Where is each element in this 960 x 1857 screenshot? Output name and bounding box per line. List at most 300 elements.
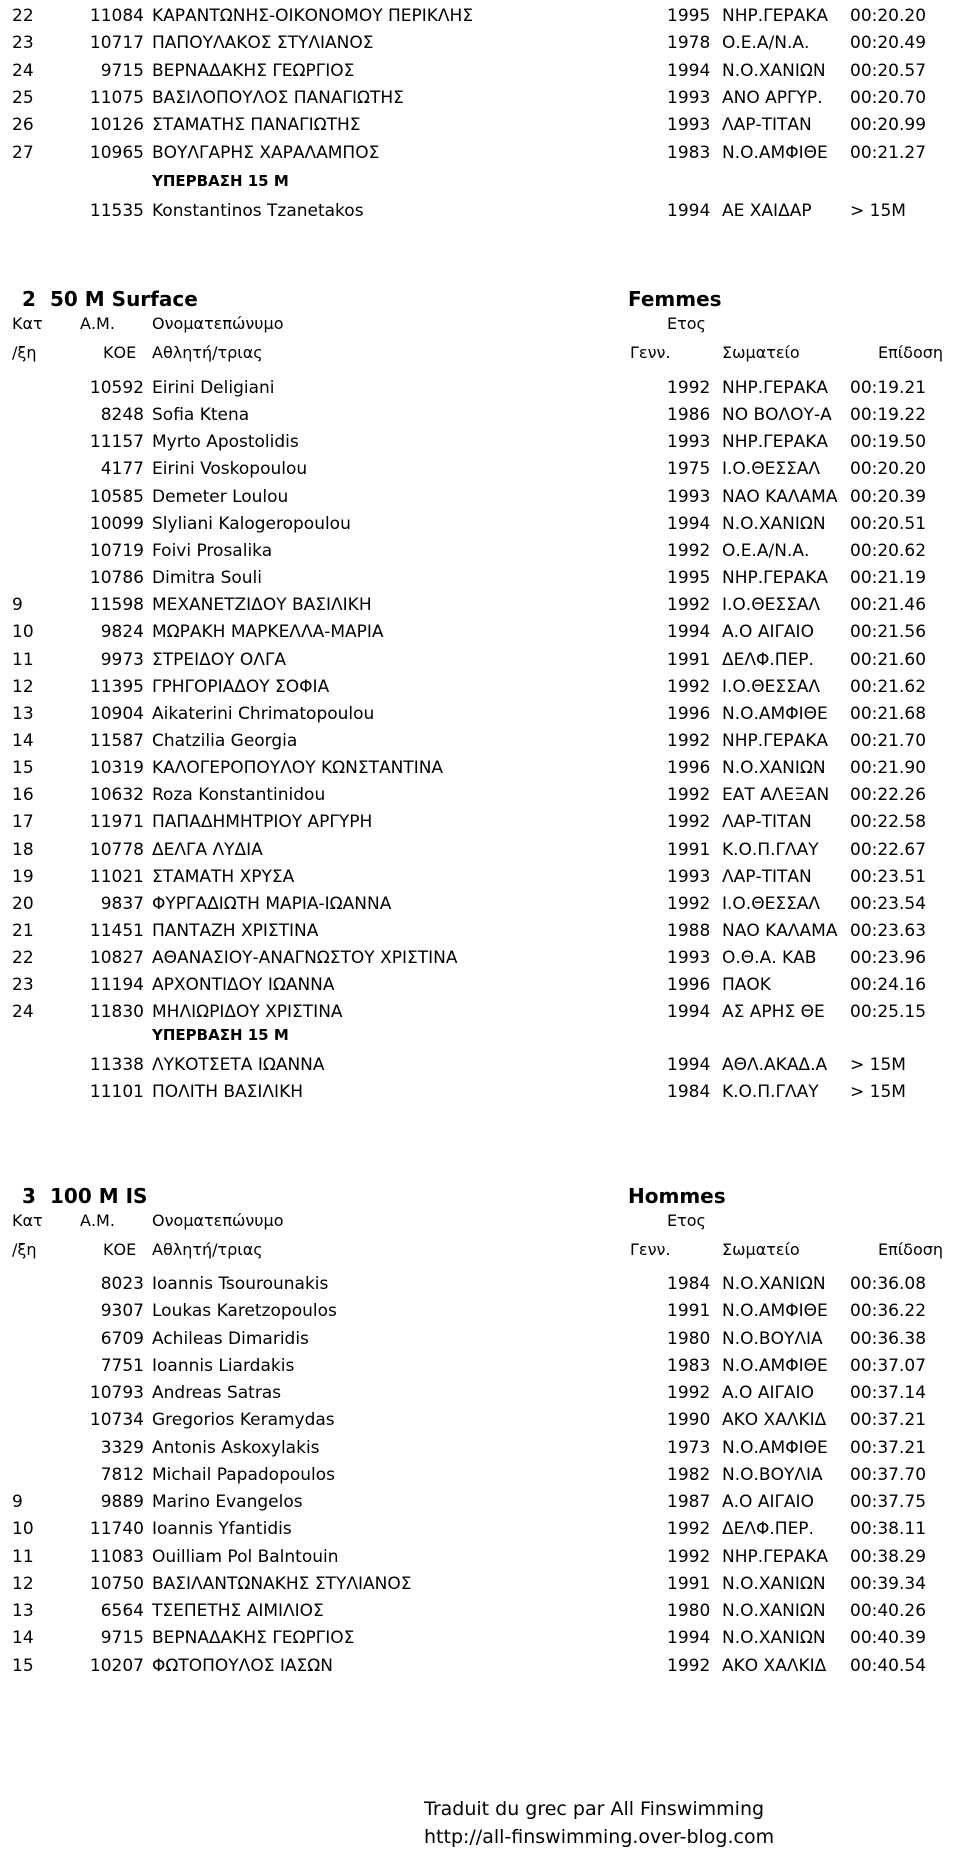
- performance-time: 00:24.16: [850, 975, 927, 996]
- club-name: Ν.Ο.ΒΟΥΛΙΑ: [722, 1464, 823, 1485]
- athlete-name: ΜΩΡΑΚΗ ΜΑΡΚΕΛΛΑ-ΜΑΡΙΑ: [152, 622, 384, 643]
- result-row: [0, 971, 960, 999]
- athlete-name: ΓΡΗΓΟΡΙΑΔΟΥ ΣΟΦΙΑ: [152, 676, 330, 697]
- performance-time: 00:37.21: [850, 1437, 927, 1458]
- birth-year: 1993: [667, 87, 711, 108]
- result-row: [0, 1543, 960, 1571]
- result-row: [0, 139, 960, 167]
- rank-cell: 11: [12, 649, 34, 670]
- birth-year: 1992: [667, 676, 711, 697]
- performance-time: 00:40.26: [850, 1601, 927, 1621]
- result-row: [0, 863, 960, 891]
- birth-year: 1992: [667, 540, 711, 561]
- club-name: Ν.Ο.ΑΜΦΙΘΕ: [722, 1355, 828, 1376]
- athlete-name: ΑΡΧΟΝΤΙΔΟΥ ΙΩΑΝΝΑ: [152, 975, 335, 996]
- club-name: Ν.Ο.ΑΜΦΙΘΕ: [722, 1301, 828, 1322]
- rank-cell: 15: [12, 1655, 34, 1676]
- registration-number: 11740: [89, 1519, 144, 1540]
- registration-number: 11830: [89, 1002, 144, 1023]
- registration-number: 11101: [89, 1082, 144, 1102]
- athlete-name: ΣΤΑΜΑΤΗΣ ΠΑΝΑΓΙΩΤΗΣ: [152, 115, 361, 136]
- performance-time: 00:20.51: [850, 513, 927, 534]
- result-row: [0, 1379, 960, 1407]
- birth-year: 1991: [667, 1573, 711, 1594]
- birth-year: 1982: [667, 1464, 711, 1485]
- club-name: Α.Ο ΑΙΓΑΙΟ: [722, 622, 814, 643]
- result-row: [0, 1297, 960, 1325]
- result-row: [0, 374, 960, 402]
- club-name: Ν.Ο.ΧΑΝΙΩΝ: [722, 513, 826, 534]
- athlete-name: Dimitra Souli: [152, 568, 262, 589]
- club-name: Α.Ο ΑΙΓΑΙΟ: [722, 1492, 814, 1512]
- column-header-genn: Γενν.: [630, 343, 671, 362]
- registration-number: 8023: [100, 1274, 144, 1294]
- performance-time: 00:20.99: [850, 115, 927, 136]
- rank-cell: 22: [12, 6, 34, 26]
- club-name: ΛΑΡ-ΤΙΤΑΝ: [722, 812, 812, 833]
- club-name: Ν.Ο.ΧΑΝΙΩΝ: [722, 1274, 826, 1294]
- rank-cell: 14: [12, 730, 34, 751]
- registration-number: 10786: [89, 568, 144, 589]
- column-header-athlete: Αθλητή/τριας: [152, 1240, 263, 1259]
- rank-cell: 9: [12, 595, 23, 616]
- club-name: ΝΗΡ.ΓΕΡΑΚΑ: [722, 6, 829, 26]
- registration-number: 7751: [100, 1355, 144, 1376]
- registration-number: 10793: [89, 1383, 144, 1403]
- club-name: Ι.Ο.ΘΕΣΣΑΛ: [722, 676, 821, 697]
- athlete-name: Michail Papadopoulos: [152, 1464, 336, 1485]
- athlete-name: ΔΕΛΓΑ ΛΥΔΙΑ: [152, 839, 263, 860]
- birth-year: 1980: [667, 1601, 711, 1621]
- registration-number: 10632: [89, 785, 144, 806]
- athlete-name: ΒΕΡΝΑΔΑΚΗΣ ΓΕΩΡΓΙΟΣ: [152, 1628, 355, 1649]
- birth-year: 1995: [667, 568, 711, 589]
- birth-year: 1994: [667, 622, 711, 643]
- club-name: ΑΝΟ ΑΡΓΥΡ.: [722, 87, 823, 108]
- club-name: Ι.Ο.ΘΕΣΣΑΛ: [722, 459, 821, 480]
- translation-credit: Traduit du grec par All Finswimming: [424, 1798, 765, 1820]
- club-name: ΝΗΡ.ΓΕΡΑΚΑ: [722, 730, 829, 751]
- birth-year: 1994: [667, 201, 711, 221]
- result-row: [0, 197, 960, 225]
- club-name: Ο.Ε.Α/Ν.Α.: [722, 540, 810, 561]
- registration-number: 10319: [89, 758, 144, 779]
- registration-number: 10717: [89, 33, 144, 54]
- club-name: ΝΑΟ ΚΑΛΑΜΑ: [722, 921, 838, 941]
- rank-cell: 10: [12, 1519, 34, 1540]
- club-name: ΝΗΡ.ΓΕΡΑΚΑ: [722, 568, 829, 589]
- birth-year: 1992: [667, 1546, 711, 1567]
- registration-number: 9715: [100, 1628, 144, 1649]
- performance-time: 00:19.21: [850, 378, 927, 398]
- athlete-name: ΣΤΡΕΙΔΟΥ ΟΛΓΑ: [152, 649, 287, 670]
- club-name: Ν.Ο.ΧΑΝΙΩΝ: [722, 1573, 826, 1594]
- result-row: [0, 998, 960, 1026]
- column-header-am: Α.Μ.: [80, 1211, 115, 1230]
- birth-year: 1996: [667, 975, 711, 996]
- result-row: [0, 917, 960, 945]
- club-name: ΛΑΡ-ΤΙΤΑΝ: [722, 115, 812, 136]
- birth-year: 1996: [667, 758, 711, 779]
- event-number: 3: [22, 1184, 36, 1208]
- birth-year: 1973: [667, 1437, 711, 1458]
- athlete-name: Marino Evangelos: [152, 1492, 303, 1512]
- athlete-name: ΑΘΑΝΑΣΙΟΥ-ΑΝΑΓΝΩΣΤΟΥ ΧΡΙΣΤΙΝΑ: [152, 948, 458, 969]
- rank-cell: 12: [12, 676, 34, 697]
- result-row: [0, 1078, 960, 1106]
- athlete-name: Ioannis Yfantidis: [152, 1519, 292, 1540]
- column-header-name: Ονοματεπώνυμο: [152, 314, 284, 333]
- club-name: Ι.Ο.ΘΕΣΣΑΛ: [722, 893, 821, 914]
- performance-time: 00:37.07: [850, 1355, 927, 1376]
- rank-cell: 12: [12, 1573, 34, 1594]
- athlete-name: Eirini Deligiani: [152, 378, 275, 398]
- result-row: [0, 428, 960, 456]
- registration-number: 10904: [89, 703, 144, 724]
- birth-year: 1994: [667, 60, 711, 81]
- club-name: Ν.Ο.ΧΑΝΙΩΝ: [722, 758, 826, 779]
- column-header-kat: Κατ: [12, 1211, 43, 1230]
- athlete-name: ΦΥΡΓΑΔΙΩΤΗ ΜΑΡΙΑ-ΙΩΑΝΝΑ: [152, 893, 392, 914]
- performance-time: 00:21.60: [850, 649, 927, 670]
- athlete-name: Roza Konstantinidou: [152, 785, 326, 806]
- column-header-koe: ΚΟΕ: [103, 1240, 137, 1259]
- result-row: [0, 700, 960, 728]
- athlete-name: ΠΑΝΤΑΖΗ ΧΡΙΣΤΙΝΑ: [152, 921, 319, 941]
- birth-year: 1992: [667, 785, 711, 806]
- athlete-name: ΤΣΕΠΕΤΗΣ ΑΙΜΙΛΙΟΣ: [152, 1601, 324, 1621]
- club-name: Ο.Θ.Α. ΚΑΒ: [722, 948, 817, 969]
- athlete-name: Ouilliam Pol Balntouin: [152, 1546, 339, 1567]
- registration-number: 10719: [89, 540, 144, 561]
- club-name: Ι.Ο.ΘΕΣΣΑΛ: [722, 595, 821, 616]
- event-title: 50 M Surface: [50, 287, 198, 311]
- rank-cell: 15: [12, 758, 34, 779]
- performance-time: 00:20.39: [850, 486, 927, 507]
- club-name: Ν.Ο.ΧΑΝΙΩΝ: [722, 1628, 826, 1649]
- athlete-name: ΣΤΑΜΑΤΗ ΧΡΥΣΑ: [152, 866, 295, 887]
- birth-year: 1992: [667, 1383, 711, 1403]
- column-header-club: Σωματείο: [722, 1240, 800, 1259]
- registration-number: 10585: [89, 486, 144, 507]
- column-header-xi: /ξη: [12, 1240, 37, 1259]
- registration-number: 11075: [89, 87, 144, 108]
- rank-cell: 16: [12, 785, 34, 806]
- birth-year: 1992: [667, 812, 711, 833]
- club-name: Ν.Ο.ΑΜΦΙΘΕ: [722, 1437, 828, 1458]
- result-row: [0, 2, 960, 30]
- athlete-name: Aikaterini Chrimatopoulou: [152, 703, 375, 724]
- result-row: [0, 510, 960, 538]
- performance-time: 00:38.29: [850, 1546, 927, 1567]
- club-name: ΝΑΟ ΚΑΛΑΜΑ: [722, 486, 838, 507]
- birth-year: 1975: [667, 459, 711, 480]
- club-name: ΑΣ ΑΡΗΣ ΘΕ: [722, 1002, 825, 1023]
- birth-year: 1993: [667, 866, 711, 887]
- club-name: ΑΕ ΧΑΙΔΑΡ: [722, 201, 812, 221]
- club-name: Ν.Ο.ΑΜΦΙΘΕ: [722, 142, 828, 163]
- result-row: [0, 483, 960, 511]
- athlete-name: Eirini Voskopoulou: [152, 459, 308, 480]
- athlete-name: ΠΟΛΙΤΗ ΒΑΣΙΛΙΚΗ: [152, 1082, 303, 1102]
- performance-time: 00:39.34: [850, 1573, 927, 1594]
- column-header-koe: ΚΟΕ: [103, 343, 137, 362]
- birth-year: 1983: [667, 1355, 711, 1376]
- athlete-name: Ioannis Tsourounakis: [152, 1274, 329, 1294]
- registration-number: 10207: [89, 1655, 144, 1676]
- result-row: [0, 673, 960, 701]
- performance-time: 00:21.27: [850, 142, 927, 163]
- result-row: [0, 564, 960, 592]
- result-row: [0, 1270, 960, 1298]
- club-name: ΔΕΛΦ.ΠΕΡ.: [722, 1519, 814, 1540]
- result-row: [0, 618, 960, 646]
- athlete-name: ΜΕΧΑΝΕΤΖΙΔΟΥ ΒΑΣΙΛΙΚΗ: [152, 595, 372, 616]
- over-limit-heading: ΥΠΕΡΒΑΣΗ 15 Μ: [152, 1026, 289, 1044]
- club-name: ΛΑΡ-ΤΙΤΑΝ: [722, 866, 812, 887]
- result-row: [0, 1352, 960, 1380]
- birth-year: 1986: [667, 405, 711, 426]
- athlete-name: ΦΩΤΟΠΟΥΛΟΣ ΙΑΣΩΝ: [152, 1655, 333, 1676]
- performance-time: 00:38.11: [850, 1519, 927, 1540]
- rank-cell: 27: [12, 142, 34, 163]
- athlete-name: ΠΑΠΑΔΗΜΗΤΡΙΟΥ ΑΡΓΥΡΗ: [152, 812, 373, 833]
- birth-year: 1991: [667, 839, 711, 860]
- club-name: ΔΕΛΦ.ΠΕΡ.: [722, 649, 814, 670]
- rank-cell: 13: [12, 703, 34, 724]
- over-limit-heading: ΥΠΕΡΒΑΣΗ 15 Μ: [152, 172, 289, 190]
- registration-number: 10965: [89, 142, 144, 163]
- rank-cell: 24: [12, 1002, 34, 1023]
- registration-number: 11598: [89, 595, 144, 616]
- birth-year: 1995: [667, 6, 711, 26]
- result-row: [0, 1434, 960, 1462]
- athlete-name: ΠΑΠΟΥΛΑΚΟΣ ΣΤΥΛΙΑΝΟΣ: [152, 33, 374, 54]
- birth-year: 1980: [667, 1328, 711, 1349]
- rank-cell: 23: [12, 975, 34, 996]
- registration-number: 11084: [89, 6, 144, 26]
- performance-time: 00:21.62: [850, 676, 927, 697]
- athlete-name: Konstantinos Tzanetakos: [152, 201, 364, 221]
- result-row: [0, 646, 960, 674]
- rank-cell: 22: [12, 948, 34, 969]
- result-row: [0, 84, 960, 112]
- birth-year: 1987: [667, 1492, 711, 1512]
- result-row: [0, 781, 960, 809]
- result-row: [0, 537, 960, 565]
- result-row: [0, 1597, 960, 1625]
- result-row: [0, 29, 960, 57]
- birth-year: 1994: [667, 1628, 711, 1649]
- performance-time: 00:23.63: [850, 921, 927, 941]
- registration-number: 10592: [89, 378, 144, 398]
- performance-time: 00:21.19: [850, 568, 927, 589]
- birth-year: 1978: [667, 33, 711, 54]
- club-name: ΑΘΛ.ΑΚΑΔ.Α: [722, 1055, 828, 1075]
- rank-cell: 24: [12, 60, 34, 81]
- registration-number: 11451: [89, 921, 144, 941]
- result-row: [0, 111, 960, 139]
- athlete-name: ΜΗΛΙΩΡΙΔΟΥ ΧΡΙΣΤΙΝΑ: [152, 1002, 343, 1023]
- birth-year: 1993: [667, 486, 711, 507]
- club-name: Ν.Ο.ΧΑΝΙΩΝ: [722, 60, 826, 81]
- rank-cell: 20: [12, 893, 34, 914]
- result-row: [0, 455, 960, 483]
- registration-number: 10827: [89, 948, 144, 969]
- column-header-name: Ονοματεπώνυμο: [152, 1211, 284, 1230]
- rank-cell: 17: [12, 812, 34, 833]
- result-row: [0, 1325, 960, 1353]
- performance-time: 00:21.90: [850, 758, 927, 779]
- result-row: [0, 1652, 960, 1680]
- rank-cell: 13: [12, 1601, 34, 1621]
- athlete-name: ΒΑΣΙΛΟΠΟΥΛΟΣ ΠΑΝΑΓΙΩΤΗΣ: [152, 87, 404, 108]
- result-row: [0, 944, 960, 972]
- club-name: Ν.Ο.ΒΟΥΛΙΑ: [722, 1328, 823, 1349]
- performance-time: 00:20.70: [850, 87, 927, 108]
- rank-cell: 25: [12, 87, 34, 108]
- birth-year: 1992: [667, 378, 711, 398]
- rank-cell: 23: [12, 33, 34, 54]
- birth-year: 1994: [667, 1055, 711, 1075]
- performance-time: 00:36.22: [850, 1301, 927, 1322]
- result-row: [0, 727, 960, 755]
- athlete-name: Chatzilia Georgia: [152, 730, 298, 751]
- athlete-name: ΚΑΛΟΓΕΡΟΠΟΥΛΟΥ ΚΩΝΣΤΑΝΤΙΝΑ: [152, 758, 444, 779]
- athlete-name: Myrto Apostolidis: [152, 432, 299, 453]
- club-name: Α.Ο ΑΙΓΑΙΟ: [722, 1383, 814, 1403]
- registration-number: 11338: [89, 1055, 144, 1075]
- birth-year: 1992: [667, 1655, 711, 1676]
- performance-time: 00:22.67: [850, 839, 927, 860]
- club-name: ΠΑΟΚ: [722, 975, 771, 996]
- result-row: [0, 57, 960, 85]
- birth-year: 1993: [667, 115, 711, 136]
- birth-year: 1984: [667, 1274, 711, 1294]
- performance-time: 00:40.54: [850, 1655, 927, 1676]
- athlete-name: Ioannis Liardakis: [152, 1355, 295, 1376]
- birth-year: 1994: [667, 1002, 711, 1023]
- registration-number: 9715: [100, 60, 144, 81]
- athlete-name: ΒΑΣΙΛΑΝΤΩΝΑΚΗΣ ΣΤΥΛΙΑΝΟΣ: [152, 1573, 412, 1594]
- registration-number: 10734: [89, 1410, 144, 1431]
- athlete-name: Sofia Ktena: [152, 405, 250, 426]
- club-name: ΝΗΡ.ΓΕΡΑΚΑ: [722, 378, 829, 398]
- column-header-genn: Γενν.: [630, 1240, 671, 1259]
- rank-cell: 9: [12, 1492, 23, 1512]
- result-row: [0, 1515, 960, 1543]
- column-header-perf: Επίδοση: [878, 1240, 944, 1259]
- performance-time: 00:36.38: [850, 1328, 927, 1349]
- rank-cell: 18: [12, 839, 34, 860]
- athlete-name: Andreas Satras: [152, 1383, 282, 1403]
- performance-time: 00:21.70: [850, 730, 927, 751]
- birth-year: 1992: [667, 595, 711, 616]
- club-name: Ν.Ο.ΑΜΦΙΘΕ: [722, 703, 828, 724]
- column-header-athlete: Αθλητή/τριας: [152, 343, 263, 362]
- performance-time: 00:20.20: [850, 6, 927, 26]
- club-name: ΝΗΡ.ΓΕΡΑΚΑ: [722, 1546, 829, 1567]
- birth-year: 1993: [667, 948, 711, 969]
- club-name: ΑΚΟ ΧΑΛΚΙΔ: [722, 1410, 827, 1431]
- birth-year: 1990: [667, 1410, 711, 1431]
- club-name: Κ.Ο.Π.ΓΛΑΥ: [722, 1082, 819, 1102]
- column-header-perf: Επίδοση: [878, 343, 944, 362]
- event-title: 100 M IS: [50, 1184, 148, 1208]
- birth-year: 1992: [667, 1519, 711, 1540]
- registration-number: 11194: [89, 975, 144, 996]
- club-name: Κ.Ο.Π.ΓΛΑΥ: [722, 839, 819, 860]
- result-row: [0, 1488, 960, 1516]
- column-header-etos: Ετος: [667, 1211, 706, 1230]
- registration-number: 6564: [100, 1601, 144, 1621]
- performance-time: 00:20.57: [850, 60, 927, 81]
- event-number: 2: [22, 287, 36, 311]
- registration-number: 8248: [100, 405, 144, 426]
- performance-time: 00:36.08: [850, 1274, 927, 1294]
- column-header-kat: Κατ: [12, 314, 43, 333]
- registration-number: 10750: [89, 1573, 144, 1594]
- performance-time: 00:25.15: [850, 1002, 927, 1023]
- performance-time: 00:19.50: [850, 432, 927, 453]
- rank-cell: 14: [12, 1628, 34, 1649]
- performance-time: 00:22.58: [850, 812, 927, 833]
- registration-number: 10126: [89, 115, 144, 136]
- birth-year: 1988: [667, 921, 711, 941]
- result-row: [0, 890, 960, 918]
- birth-year: 1991: [667, 1301, 711, 1322]
- performance-time: 00:20.49: [850, 33, 927, 54]
- performance-time: 00:23.54: [850, 893, 927, 914]
- athlete-name: Loukas Karetzopoulos: [152, 1301, 337, 1322]
- registration-number: 10778: [89, 839, 144, 860]
- performance-time: 00:21.46: [850, 595, 927, 616]
- registration-number: 10099: [89, 513, 144, 534]
- performance-time: 00:19.22: [850, 405, 927, 426]
- result-row: [0, 836, 960, 864]
- athlete-name: ΒΕΡΝΑΔΑΚΗΣ ΓΕΩΡΓΙΟΣ: [152, 60, 355, 81]
- event-category: Femmes: [628, 287, 722, 311]
- rank-cell: 11: [12, 1546, 34, 1567]
- athlete-name: Achileas Dimaridis: [152, 1328, 309, 1349]
- club-name: ΕΑΤ ΑΛΕΞΑΝ: [722, 785, 830, 806]
- result-row: [0, 401, 960, 429]
- performance-time: 00:37.75: [850, 1492, 927, 1512]
- registration-number: 11157: [89, 432, 144, 453]
- performance-time: 00:20.62: [850, 540, 927, 561]
- registration-number: 11021: [89, 866, 144, 887]
- blog-link[interactable]: http://all-finswimming.over-blog.com: [424, 1826, 775, 1848]
- registration-number: 11971: [89, 812, 144, 833]
- birth-year: 1992: [667, 730, 711, 751]
- performance-time: 00:23.96: [850, 948, 927, 969]
- athlete-name: ΒΟΥΛΓΑΡΗΣ ΧΑΡΑΛΑΜΠΟΣ: [152, 142, 380, 163]
- result-row: [0, 1461, 960, 1489]
- registration-number: 3329: [100, 1437, 144, 1458]
- registration-number: 7812: [100, 1464, 144, 1485]
- result-row: [0, 754, 960, 782]
- birth-year: 1993: [667, 432, 711, 453]
- performance-time: 00:23.51: [850, 866, 927, 887]
- event-category: Hommes: [628, 1184, 726, 1208]
- performance-time: 00:37.70: [850, 1464, 927, 1485]
- club-name: ΝΗΡ.ΓΕΡΑΚΑ: [722, 432, 829, 453]
- result-row: [0, 591, 960, 619]
- athlete-name: Demeter Loulou: [152, 486, 289, 507]
- athlete-name: Antonis Askoxylakis: [152, 1437, 320, 1458]
- registration-number: 11587: [89, 730, 144, 751]
- registration-number: 9973: [100, 649, 144, 670]
